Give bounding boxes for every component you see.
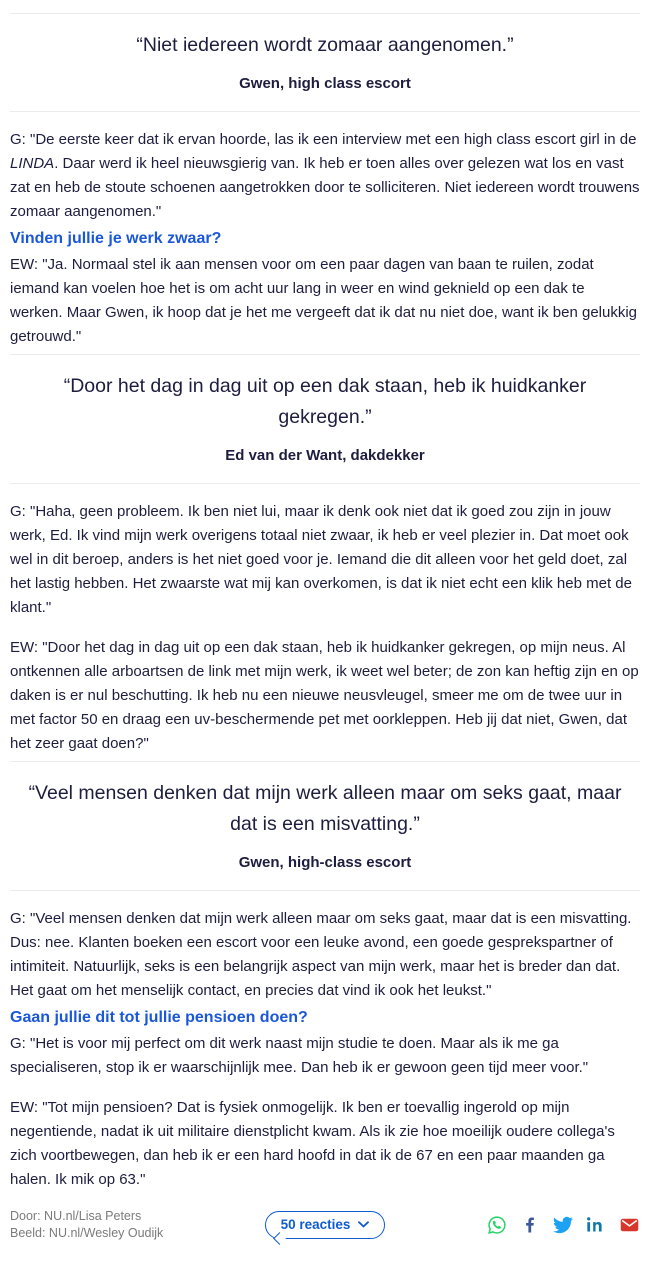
whatsapp-icon[interactable] [487,1215,507,1235]
social-share-bar [470,1215,640,1235]
divider [10,483,640,484]
reactions-count-label: 50 reacties [280,1217,351,1232]
interview-paragraph [10,128,640,224]
twitter-icon[interactable] [553,1215,573,1235]
credit-author-line: Door: NU.nl/Lisa Peters [10,1209,142,1223]
author-credits [10,1208,180,1242]
pullquote-gwen-2 [10,762,640,890]
interview-paragraph: G: "Veel mensen denken dat mijn werk alleen maar om seks gaat, maar dat is een misvatting. Dus: nee. Klanten boeken een escort voor een leuke avond, een goede gesprekspartner of intimiteit. Natuurlijk, seks is een belangrijk aspect van mijn werk, maar het is breder dan dat. Het gaat om het menselijk contact, en precies dat vind ik ook het leukst." [10,910,632,999]
facebook-icon[interactable] [520,1215,540,1235]
magazine-name-italic: LINDA [10,155,55,172]
reactions-button[interactable] [265,1211,386,1239]
interview-paragraph: G: "Haha, geen probleem. Ik ben niet lui, maar ik denk ook niet dat ik goed zou zijn in jouw werk, Ed. Ik vind mijn werk overigens totaal niet zwaar, ik heb er veel plezier in. Dat moet ook wel in dit beroep, anders is het niet goed voor je. Iemand die dit alleen voor het geld doet, zal het lastig hebben. Het zwaarste wat mij kan overkomen, is dat ik niet echt een klik heb met de klant." [10,503,632,616]
quote-attribution: Gwen, high class escort [239,75,411,92]
pullquote-gwen-1 [10,14,640,111]
divider [10,890,640,891]
paragraph-text: G: "De eerste keer dat ik ervan hoorde, las ik een interview met een high class escort girl in de [10,131,637,148]
chevron-down-icon [358,1221,369,1228]
pullquote-ed [10,355,640,483]
question-heading: Gaan jullie dit tot jullie pensioen doen? [10,1009,308,1026]
quote-text: “Niet iedereen wordt zomaar aangenomen.” [136,34,514,56]
divider [10,111,640,112]
quote-text: “Door het dag in dag uit op een dak staan, heb ik huidkanker gekregen.” [63,375,587,428]
interview-paragraph: EW: "Door het dag in dag uit op een dak staan, heb ik huidkanker gekregen, op mijn neus. Al ontkennen alle arboartsen de link met mijn werk, ik weet wel beter; de zon kan heftig zijn en op daken is er nul beschutting. Ik heb nu een nieuwe neusvleugel, smeer me om de twee uur in met factor 50 en draag een uv-beschermende pet met oorkleppen. Heb jij dat niet, Gwen, dat het zeer gaat doen?" [10,639,639,752]
linkedin-icon[interactable] [586,1215,606,1235]
interview-paragraph: G: "Het is voor mij perfect om dit werk naast mijn studie te doen. Maar als ik me ga specialiseren, stop ik er waarschijnlijk mee. Dan heb ik er gewoon geen tijd meer voor." [10,1035,589,1076]
article-footer [10,1208,640,1242]
paragraph-text: . Daar werd ik heel nieuwsgierig van. Ik heb er toen alles over gelezen wat los en vast zat en heb de stoute schoenen aangetrokken door te solliciteren. Niet iedereen wordt trouwens zomaar aangenomen." [10,155,640,220]
quote-text: “Veel mensen denken dat mijn werk alleen maar om seks gaat, maar dat is een misvatting.” [28,782,622,835]
question-heading: Vinden jullie je werk zwaar? [10,230,222,247]
quote-attribution: Gwen, high-class escort [238,854,412,871]
credit-image-line: Beeld: NU.nl/Wesley Oudijk [10,1226,164,1240]
quote-attribution: Ed van der Want, dakdekker [225,447,425,464]
email-icon[interactable] [619,1215,640,1235]
interview-paragraph: EW: "Ja. Normaal stel ik aan mensen voor om een paar dagen van baan te ruilen, zodat iemand kan voelen hoe het is om acht uur lang in weer en wind geknield op een dak te werken. Maar Gwen, ik hoop dat je het me vergeeft dat ik dat nu niet doe, want ik ben gelukkig getrouwd." [10,256,638,345]
interview-paragraph: EW: "Tot mijn pensioen? Dat is fysiek onmogelijk. Ik ben er toevallig ingerold op mijn negentiende, nadat ik uit militaire dienstplicht kwam. Als ik zie hoe moeilijk oudere collega's zich voortbewegen, dan heb ik er een hard hoofd in dat ik de 67 en een paar maanden ga halen. Ik mik op 63." [10,1099,615,1188]
